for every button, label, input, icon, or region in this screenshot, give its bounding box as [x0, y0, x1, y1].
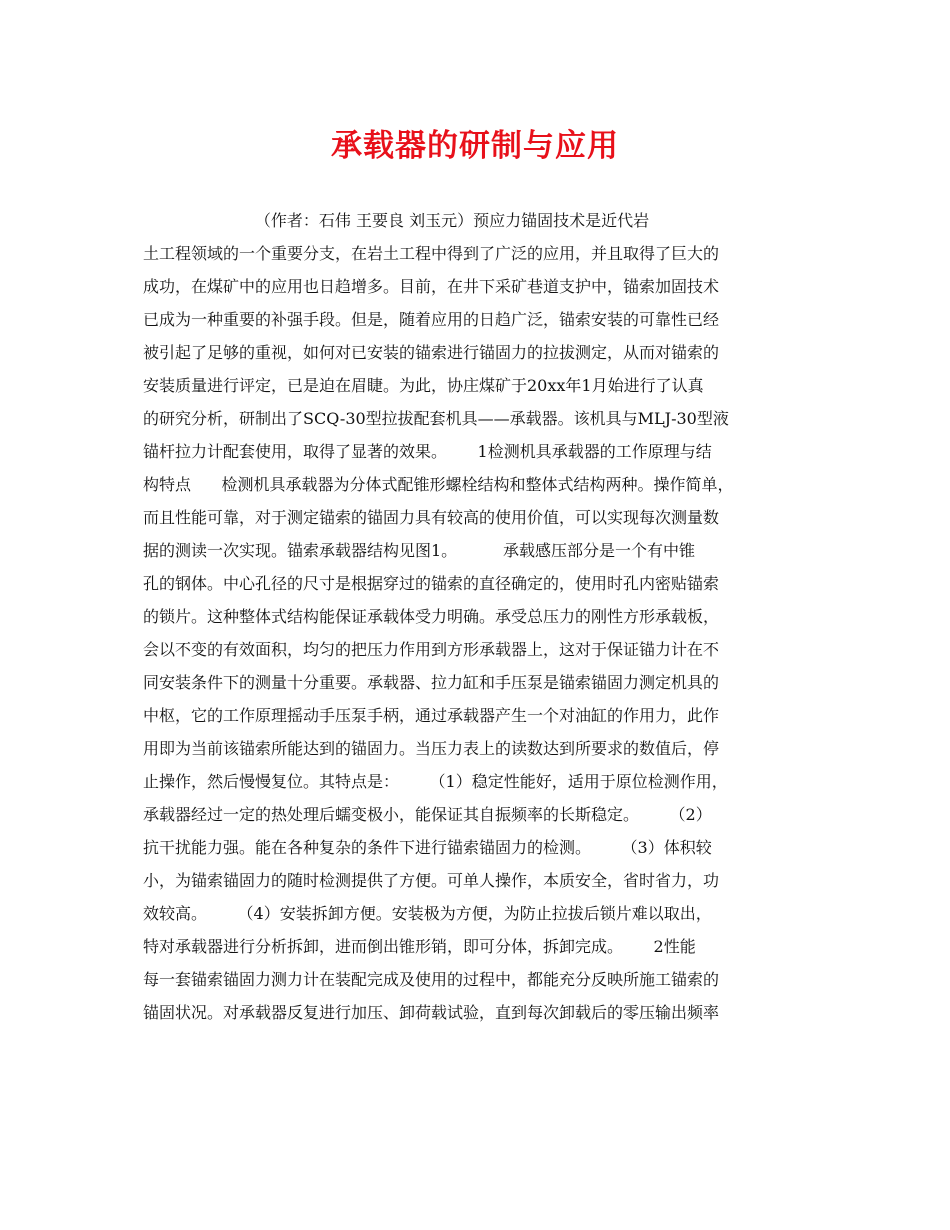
body-text-line: 已成为一种重要的补强手段。但是，随着应用的日趋广泛，锚索安装的可靠性已经: [143, 310, 720, 329]
body-text-line: 锚固状况。对承载器反复进行加压、卸荷载试验，直到每次卸载后的零压输出频率: [143, 1003, 720, 1022]
body-text-line: 特对承载器进行分析拆卸，进而倒出锥形销，即可分体，拆卸完成。 2性能: [143, 937, 696, 956]
body-text-line: 中枢，它的工作原理摇动手压泵手柄，通过承载器产生一个对油缸的作用力，此作: [143, 706, 720, 725]
body-text-line: 效较高。 （4）安装拆卸方便。安装极为方便，为防止拉拔后锁片难以取出，: [143, 904, 712, 923]
body-text-line: 每一套锚索锚固力测力计在装配完成及使用的过程中，都能充分反映所施工锚索的: [143, 970, 720, 989]
body-text-line: 成功，在煤矿中的应用也日趋增多。目前，在井下采矿巷道支护中，锚索加固技术: [143, 277, 720, 296]
body-text-line: 构特点 检测机具承载器为分体式配锥形螺栓结构和整体式结构两种。操作简单，: [143, 475, 734, 494]
body-text-line: 用即为当前该锚索所能达到的锚固力。当压力表上的读数达到所要求的数值后，停: [143, 739, 720, 758]
body-text-line: 会以不变的有效面积，均匀的把压力作用到方形承载器上，这对于保证锚力计在不: [143, 640, 720, 659]
body-text-line: 土工程领域的一个重要分支，在岩土工程中得到了广泛的应用，并且取得了巨大的: [143, 244, 720, 263]
body-text-line: 承载器经过一定的热处理后蠕变极小，能保证其自振频率的长斯稳定。 （2）: [143, 805, 712, 824]
body-text-line: 的锁片。这种整体式结构能保证承载体受力明确。承受总压力的刚性方形承载板，: [143, 607, 720, 626]
document-body: [143, 204, 823, 1029]
body-text-line: 同安装条件下的测量十分重要。承载器、拉力缸和手压泵是锚索锚固力测定机具的: [143, 673, 720, 692]
body-text-line: 安装质量进行评定，已是迫在眉睫。为此，协庄煤矿于20xx年1月始进行了认真: [143, 376, 704, 395]
body-text-line: 抗干扰能力强。能在各种复杂的条件下进行锚索锚固力的检测。 （3）体积较: [143, 838, 712, 857]
body-text-line: 据的测读一次实现。锚索承载器结构见图1。 承载感压部分是一个有中锥: [143, 541, 695, 560]
body-text-line: 小，为锚索锚固力的随时检测提供了方便。可单人操作，本质安全，省时省力，功: [143, 871, 720, 890]
body-text-line: 被引起了足够的重视，如何对已安装的锚索进行锚固力的拉拔测定，从而对锚索的: [143, 343, 720, 362]
document-title: 承载器的研制与应用: [331, 128, 619, 164]
body-text-line: 锚杆拉力计配套使用，取得了显著的效果。 1检测机具承载器的工作原理与结: [143, 442, 712, 461]
body-text-line: 孔的钢体。中心孔径的尺寸是根据穿过的锚索的直径确定的，使用时孔内密贴锚索: [143, 574, 720, 593]
body-text-line: 的研究分析，研制出了SCQ-30型拉拔配套机具——承载器。该机具与MLJ-30型液: [143, 409, 729, 428]
body-text-line: 止操作，然后慢慢复位。其特点是： （1）稳定性能好，适用于原位检测作用，: [143, 772, 728, 791]
body-text-line: 而且性能可靠，对于测定锚索的锚固力具有较高的使用价值，可以实现每次测量数: [143, 508, 720, 527]
body-text-line: （作者：石伟 王要良 刘玉元）预应力锚固技术是近代岩: [143, 211, 650, 230]
